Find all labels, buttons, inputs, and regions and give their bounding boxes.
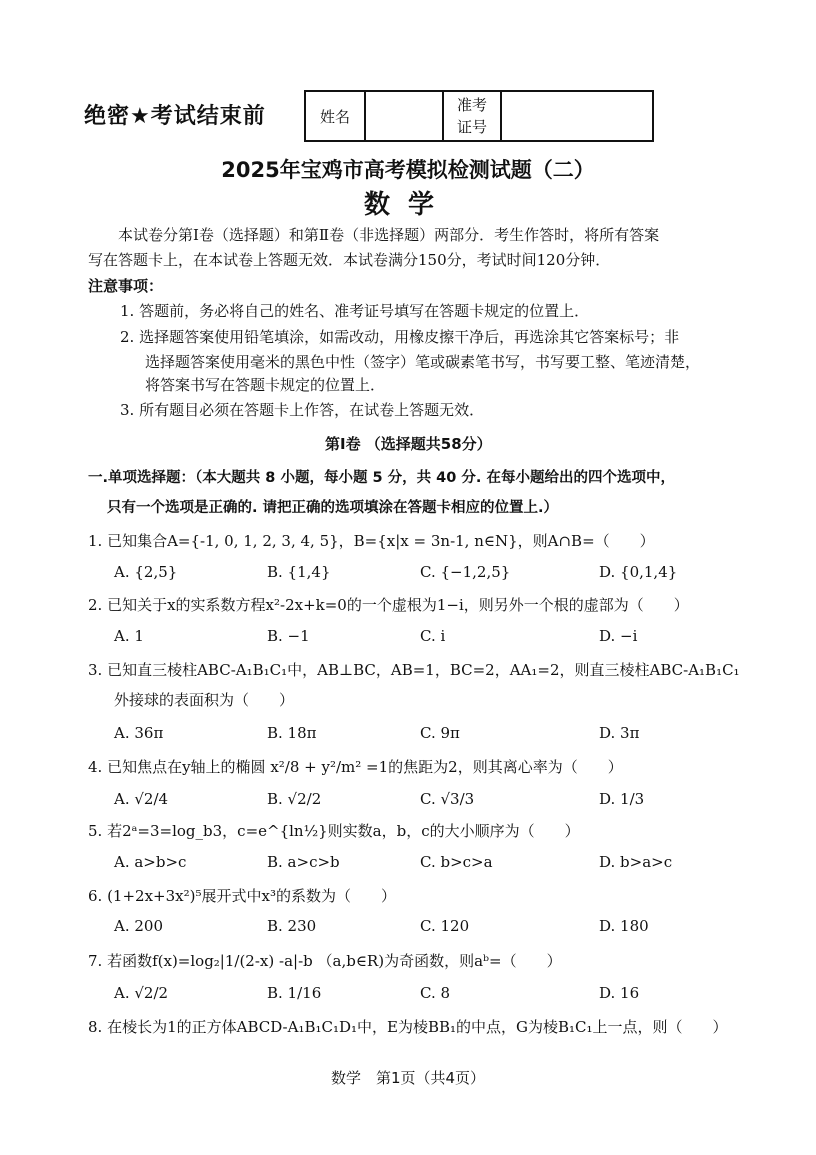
q6-option-c: C. 120 [420, 917, 470, 935]
part-title-2: 只有一个选项是正确的. 请把正确的选项填涂在答题卡相应的位置上.） [107, 500, 559, 516]
notice-2-cont: 选择题答案使用毫米的黑色中性（签字）笔或碳素笔书写，书写要工整、笔迹清楚， [145, 353, 701, 371]
question-3: 3. 已知直三棱柱ABC-A₁B₁C₁中，AB⊥BC，AB=1，BC=2，AA₁=2，则直三棱柱ABC-A₁B₁C₁ [88, 661, 740, 679]
q6-option-a: A. 200 [114, 917, 163, 935]
q4-option-a: A. √2/4 [114, 790, 169, 808]
q3-option-c: C. 9π [420, 724, 460, 742]
ticket-label [443, 91, 501, 141]
q7-option-c: C. 8 [420, 984, 451, 1002]
name-field [365, 91, 443, 141]
question-2: 2. 已知关于x的实系数方程x²-2x+k=0的一个虚根为1−i，则另外一个根的虚部为（ ） [88, 596, 689, 614]
q1-option-c: C. {−1,2,5} [420, 563, 511, 581]
question-7: 7. 若函数f(x)=log₂|1/(2-x) -a|-b （a,b∈R)为奇函数，则aᵇ=（ ） [88, 952, 562, 970]
notice-2: 2. 选择题答案使用铅笔填涂，如需改动，用橡皮擦干净后，再选涂其它答案标号；非 [120, 328, 680, 346]
name-label: 姓名 [305, 91, 365, 141]
question-6: 6. (1+2x+3x²)⁵展开式中x³的系数为（ ） [88, 887, 396, 905]
q5-option-c: C. b>c>a [420, 853, 493, 871]
id-box [304, 90, 654, 142]
intro-line-1: 本试卷分第Ⅰ卷（选择题）和第Ⅱ卷（非选择题）两部分．考生作答时，将所有答案 [118, 226, 660, 244]
exam-title: 2025年宝鸡市高考模拟检测试题（二） [221, 158, 595, 182]
q5-option-b: B. a>c>b [267, 853, 340, 871]
q1-option-a: A. {2,5} [114, 563, 178, 581]
question-3-cont: 外接球的表面积为（ ） [114, 691, 295, 709]
confidential-label: 绝密★考试结束前 [84, 104, 266, 129]
ticket-field [501, 91, 653, 141]
q6-option-b: B. 230 [267, 917, 317, 935]
q2-option-d: D. −i [599, 627, 638, 645]
q2-option-b: B. −1 [267, 627, 310, 645]
q3-option-d: D. 3π [599, 724, 640, 742]
q6-option-d: D. 180 [599, 917, 649, 935]
question-8: 8. 在棱长为1的正方体ABCD-A₁B₁C₁D₁中，E为棱BB₁的中点，G为棱B₁C₁上一点，则（ ） [88, 1018, 728, 1036]
q5-option-a: A. a>b>c [114, 853, 187, 871]
subject-title: 数学 [363, 190, 452, 220]
q4-option-b: B. √2/2 [267, 790, 322, 808]
q7-option-b: B. 1/16 [267, 984, 322, 1002]
section-title: 第Ⅰ卷 （选择题共58分） [325, 435, 492, 453]
q3-option-a: A. 36π [114, 724, 164, 742]
q1-option-d: D. {0,1,4} [599, 563, 678, 581]
q2-option-a: A. 1 [114, 627, 144, 645]
ticket-label-line2: 证号 [456, 118, 487, 136]
ticket-label-line1: 准考 [456, 96, 487, 114]
question-5: 5. 若2ᵃ=3=log_b3，c=e^{ln½}则实数a，b，c的大小顺序为（ ） [88, 822, 580, 840]
notice-3: 3. 所有题目必须在答题卡上作答，在试卷上答题无效． [120, 401, 485, 419]
question-4: 4. 已知焦点在y轴上的椭圆 x²/8 + y²/m² =1的焦距为2，则其离心率为（ ） [88, 758, 623, 776]
notice-1: 1. 答题前，务必将自己的姓名、准考证号填写在答题卡规定的位置上． [120, 302, 590, 320]
question-1: 1. 已知集合A={-1, 0, 1, 2, 3, 4, 5}，B={x|x = 3n-1, n∈N}，则A∩B=（ ） [88, 532, 655, 550]
q3-option-b: B. 18π [267, 724, 317, 742]
notice-2-cont2: 将答案书写在答题卡规定的位置上． [145, 376, 386, 394]
page-footer: 数学 第1页（共4页） [330, 1069, 486, 1087]
q4-option-c: C. √3/3 [420, 790, 475, 808]
part-title-1: 一.单项选择题：（本大题共 8 小题，每小题 5 分，共 40 分. 在每小题给出的四个选项中， [88, 470, 675, 486]
intro-line-2: 写在答题卡上，在本试卷上答题无效．本试卷满分150分，考试时间120分钟． [88, 251, 611, 269]
q2-option-c: C. i [420, 627, 446, 645]
q4-option-d: D. 1/3 [599, 790, 645, 808]
q7-option-a: A. √2/2 [114, 984, 169, 1002]
q1-option-b: B. {1,4} [267, 563, 331, 581]
q5-option-d: D. b>a>c [599, 853, 673, 871]
q7-option-d: D. 16 [599, 984, 640, 1002]
notice-title: 注意事项： [88, 277, 164, 295]
